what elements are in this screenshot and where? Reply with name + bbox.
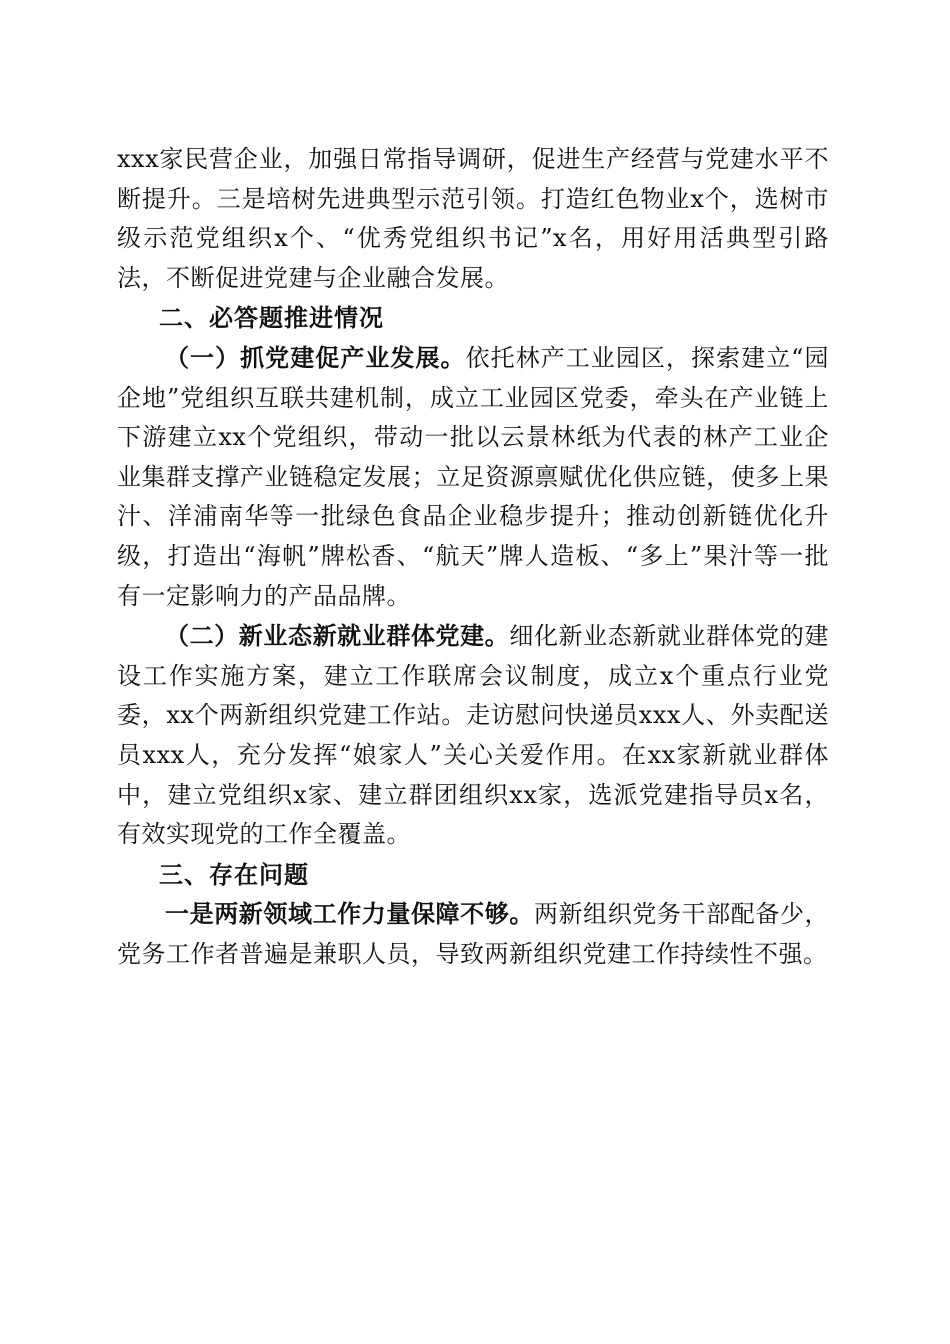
item-body-2: 细化新业态新就业群体党的建设工作实施方案，建立工作联席会议制度，成立x个重点行业党委，xx个两新组织党建工作站。走访慰问快递员xxx人、外卖配送员xxx人，充分发挥“娘家人”关心关爱作用。在xx家新就业群体中，建立党组织x家、建立群团组织xx家，选派党建指导员x名，有效实现党的工作全覆盖。: [117, 622, 830, 849]
item-lead-1: （一）抓党建促产业发展。: [165, 342, 466, 372]
problem-body-1: 两新组织党务干部配备少，党务工作者普遍是兼职人员，导致两新组织党建工作持续性不强。: [117, 900, 830, 968]
item-body-1: 依托林产工业园区，探索建立“园企地”党组织互联共建机制，成立工业园区党委，牵头在产业链上下游建立xx个党组织，带动一批以云景林纸为代表的林产工业企业集群支撑产业链稳定发展；立足资源禀赋优化供应链，使多上果汁、洋浦南华等一批绿色食品企业稳步提升；推动创新链优化升级，打造出“海帆”牌松香、“航天”牌人造板、“多上”果汁等一批有一定影响力的产品品牌。: [117, 343, 829, 610]
problem-paragraph-1: [117, 894, 829, 974]
item-lead-2: （二）新业态新就业群体党建。: [165, 621, 510, 651]
section-heading-2: 二、必答题推进情况: [159, 303, 384, 333]
item-paragraph-1: [117, 338, 829, 616]
problem-lead-1: 一是两新领域工作力量保障不够。: [165, 899, 534, 929]
item-paragraph-2: [117, 616, 829, 855]
continued-paragraph: xxx家民营企业，加强日常指导调研，促进生产经营与党建水平不断提升。三是培树先进典型示范引领。打造红色物业x个，选树市级示范党组织x个、“优秀党组织书记”x名，用好用活典型引路法，不断促进党建与企业融合发展。: [117, 145, 829, 292]
section-heading-3: 三、存在问题: [159, 859, 309, 889]
document-page: [117, 140, 829, 974]
